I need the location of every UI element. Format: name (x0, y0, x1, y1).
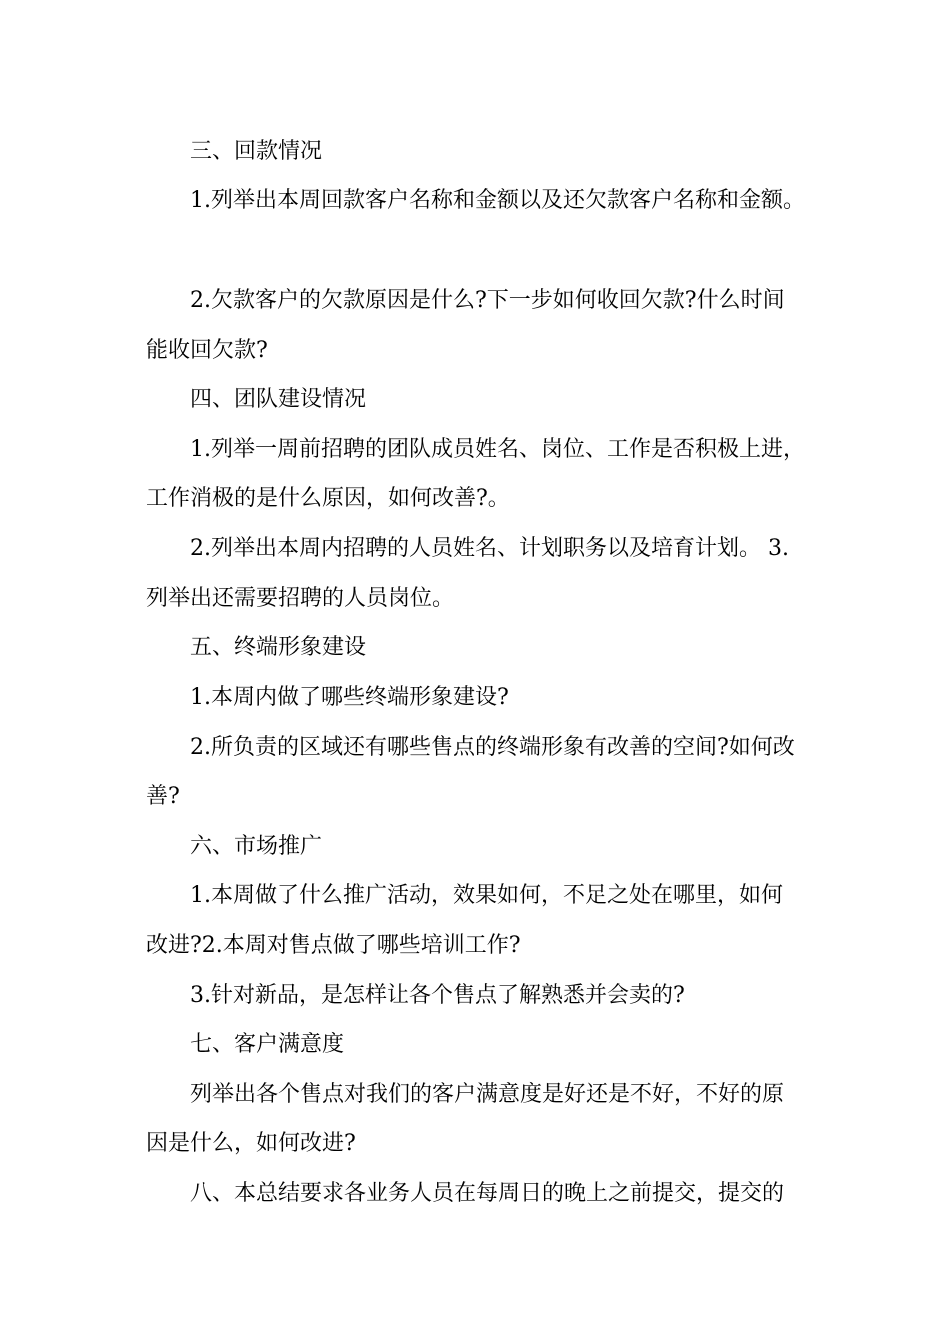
paragraph-line: 1.本周内做了哪些终端形象建设? (190, 685, 509, 710)
paragraph-line: 善? (146, 784, 180, 809)
section-heading-payment: 三、回款情况 (190, 139, 323, 164)
paragraph-line: 工作消极的是什么原因，如何改善?。 (146, 486, 510, 511)
paragraph-line: 3.针对新品，是怎样让各个售点了解熟悉并会卖的? (190, 983, 685, 1008)
section-heading-marketing: 六、市场推广 (190, 834, 323, 859)
paragraph-line: 能收回欠款? (146, 338, 268, 363)
paragraph-line: 列举出各个售点对我们的客户满意度是好还是不好，不好的原 (190, 1082, 785, 1107)
paragraph-line: 改进?2.本周对售点做了哪些培训工作? (146, 933, 521, 958)
paragraph-line: 1.列举出本周回款客户名称和金额以及还欠款客户名称和金额。 (190, 188, 805, 213)
paragraph-line: 2.欠款客户的欠款原因是什么?下一步如何收回欠款?什么时间 (190, 288, 785, 313)
paragraph-line: 列举出还需要招聘的人员岗位。 (146, 586, 455, 611)
section-heading-terminal-image: 五、终端形象建设 (190, 635, 367, 660)
section-heading-satisfaction: 七、客户满意度 (190, 1032, 345, 1057)
section-heading-submission: 八、本总结要求各业务人员在每周日的晚上之前提交，提交的 (190, 1181, 785, 1206)
paragraph-line: 2.所负责的区域还有哪些售点的终端形象有改善的空间?如何改 (190, 735, 795, 760)
paragraph-line: 因是什么，如何改进? (146, 1131, 356, 1156)
paragraph-line: 1.列举一周前招聘的团队成员姓名、岗位、工作是否积极上进， (190, 437, 805, 462)
section-heading-team: 四、团队建设情况 (190, 387, 367, 412)
paragraph-line: 1.本周做了什么推广活动，效果如何，不足之处在哪里，如何 (190, 883, 783, 908)
paragraph-line: 2.列举出本周内招聘的人员姓名、计划职务以及培育计划。 3. (190, 536, 789, 561)
